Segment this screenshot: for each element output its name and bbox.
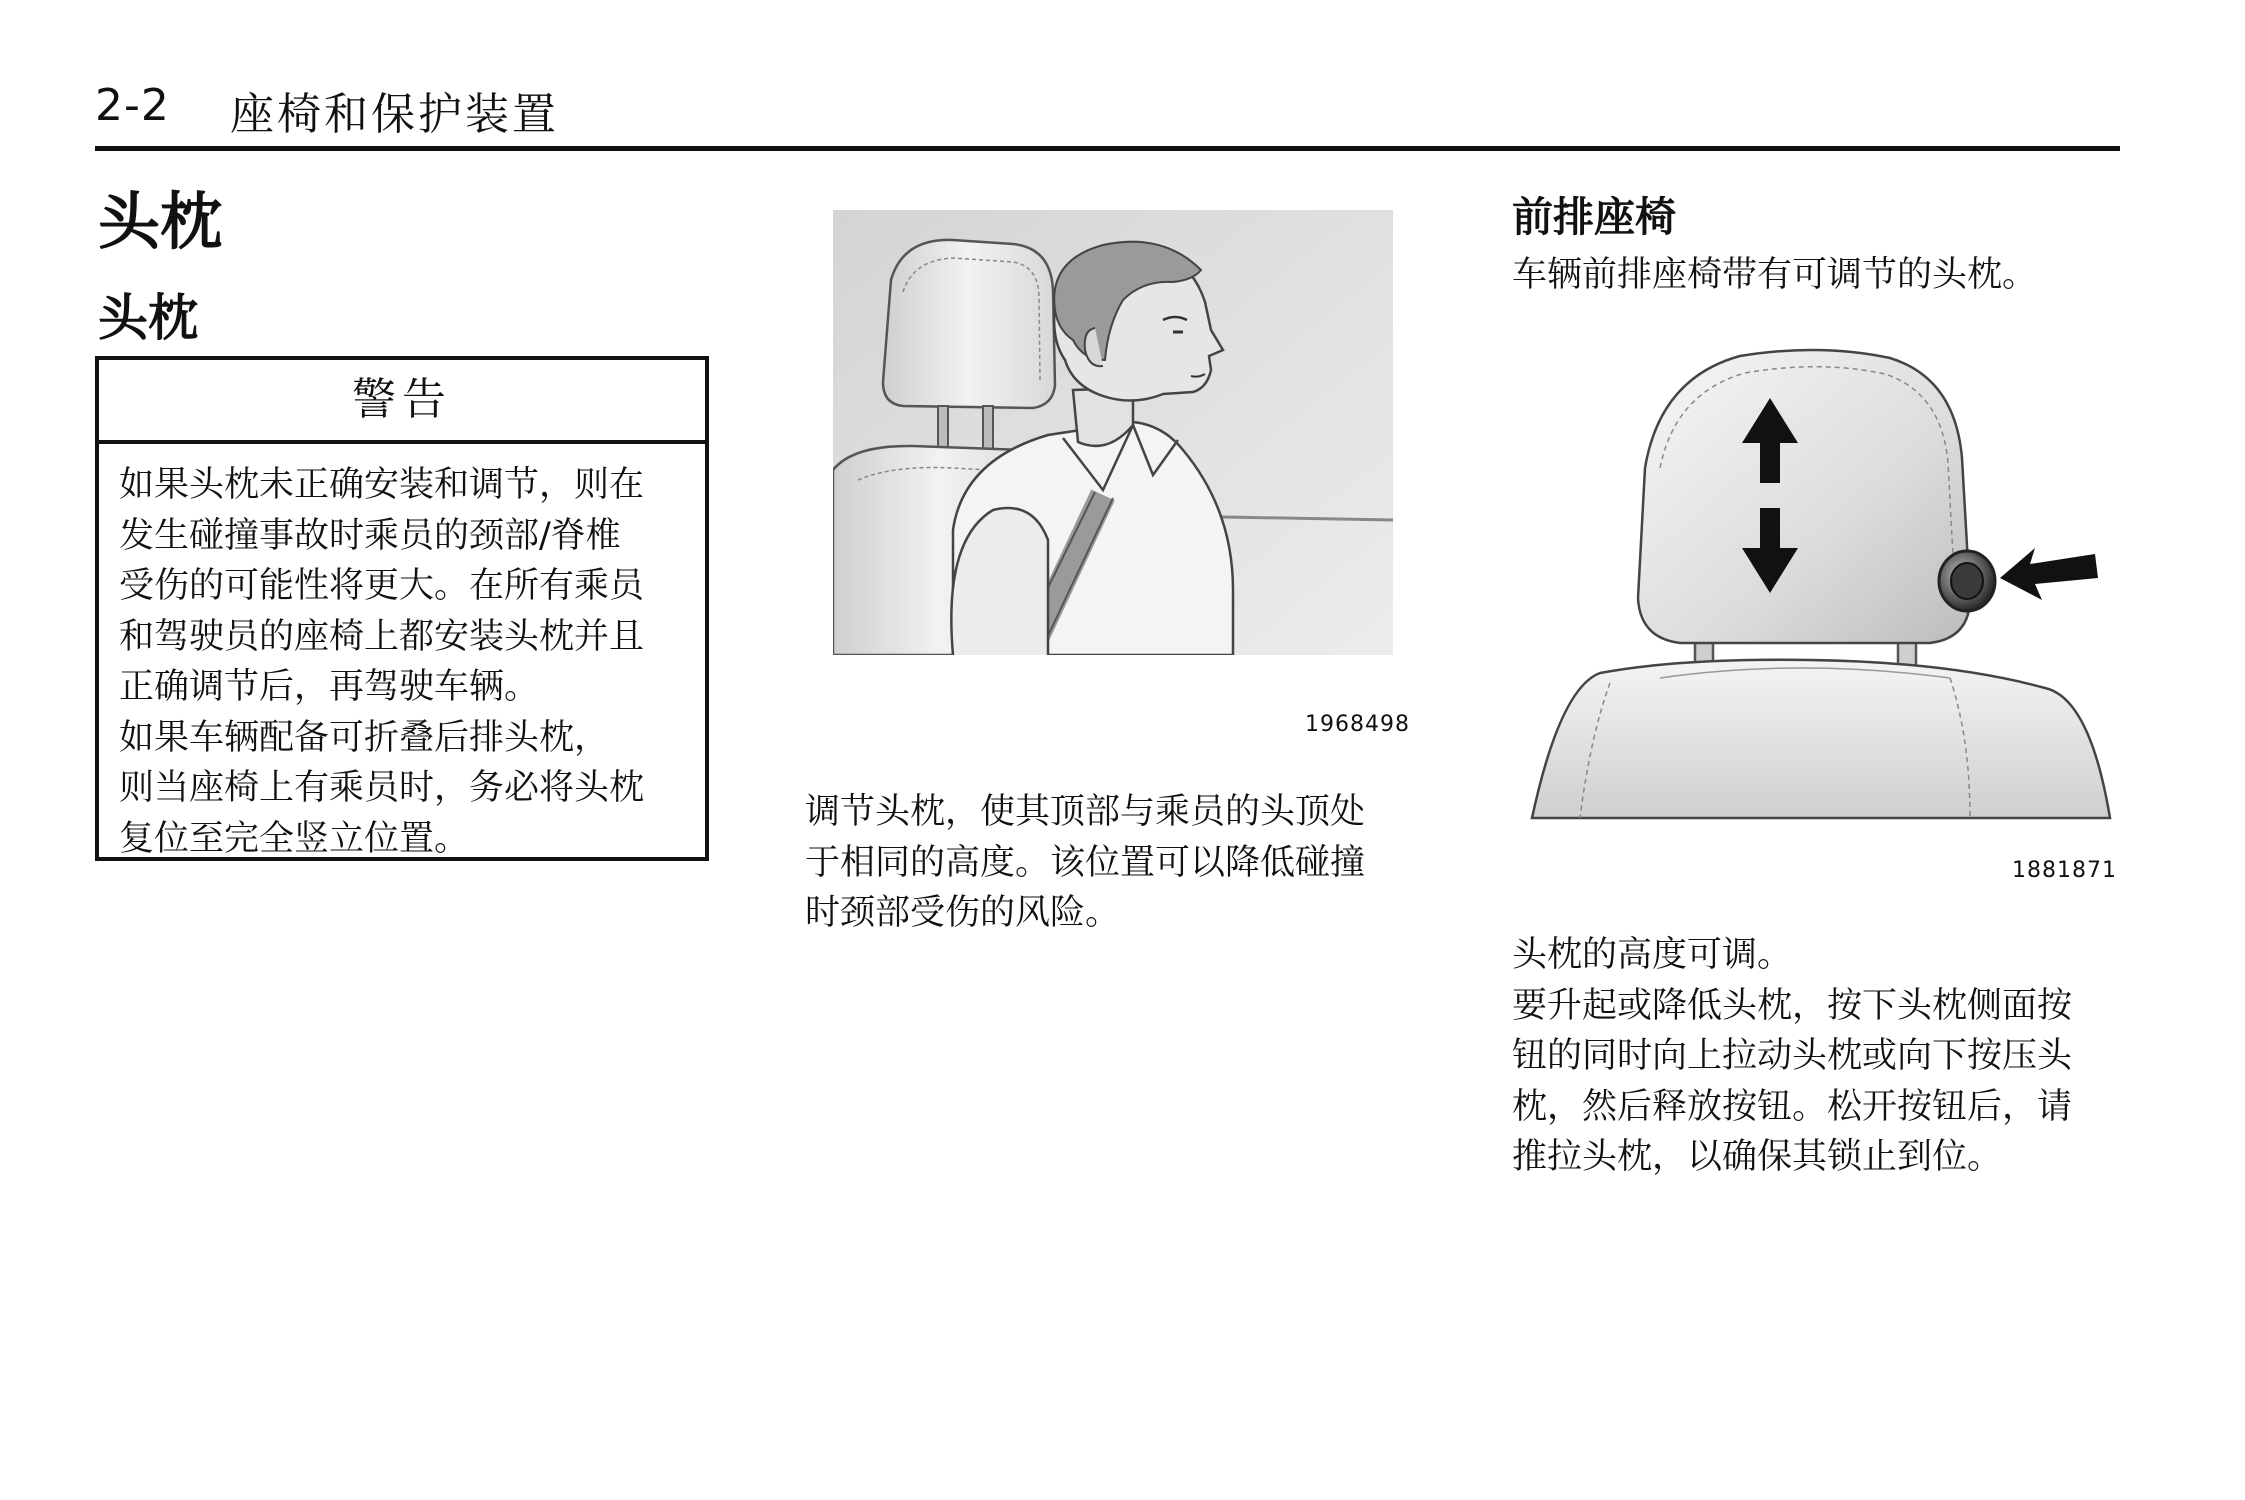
warning-line: 则当座椅上有乘员时，务必将头枕 — [119, 768, 645, 808]
front-seats-intro: 车辆前排座椅带有可调节的头枕。 — [1512, 255, 2038, 295]
text-line: 枕，然后释放按钮。松开按钮后，请 — [1512, 1086, 2073, 1127]
warning-body — [99, 444, 705, 864]
figure-id: 1968498 — [1305, 712, 1410, 737]
figure-id: 1881871 — [2012, 858, 2117, 883]
warning-line: 和驾驶员的座椅上都安装头枕并且 — [119, 616, 645, 657]
right-paragraph — [1512, 930, 2152, 1183]
occupant-illustration-svg — [833, 210, 1393, 655]
occupant-headrest-illustration — [833, 210, 1393, 655]
text-line: 推拉头枕，以确保其锁止到位。 — [1512, 1137, 2003, 1177]
warning-line: 如果头枕未正确安装和调节，则在 — [119, 465, 645, 505]
text-line: 头枕的高度可调。 — [1512, 935, 1793, 975]
middle-paragraph — [805, 787, 1445, 939]
text-line: 于相同的高度。该位置可以降低碰撞 — [805, 842, 1366, 883]
warning-line: 正确调节后，再驾驶车辆。 — [119, 667, 540, 707]
headrest-adjust-svg — [1530, 338, 2120, 820]
subsection-title: 头枕 — [98, 289, 198, 347]
warning-heading: 警告 — [99, 360, 705, 444]
header-rule — [95, 146, 2120, 151]
front-seats-heading: 前排座椅 — [1512, 193, 1676, 241]
text-line: 钮的同时向上拉动头枕或向下按压头 — [1512, 1036, 2073, 1076]
text-line: 调节头枕，使其顶部与乘员的头顶处 — [805, 792, 1366, 832]
headrest-adjust-illustration — [1530, 338, 2120, 820]
section-title: 座椅和保护装置 — [230, 89, 559, 140]
warning-line: 复位至完全竖立位置。 — [119, 818, 470, 859]
page-number: 2-2 — [95, 80, 170, 131]
text-line: 要升起或降低头枕，按下头枕侧面按 — [1512, 985, 2073, 1026]
warning-line: 发生碰撞事故时乘员的颈部/脊椎 — [119, 515, 621, 556]
page-title: 头枕 — [98, 185, 223, 258]
warning-line: 如果车辆配备可折叠后排头枕， — [119, 717, 610, 758]
warning-box — [95, 356, 709, 861]
warning-line: 受伤的可能性将更大。在所有乘员 — [119, 566, 645, 606]
text-line: 时颈部受伤的风险。 — [805, 893, 1121, 933]
